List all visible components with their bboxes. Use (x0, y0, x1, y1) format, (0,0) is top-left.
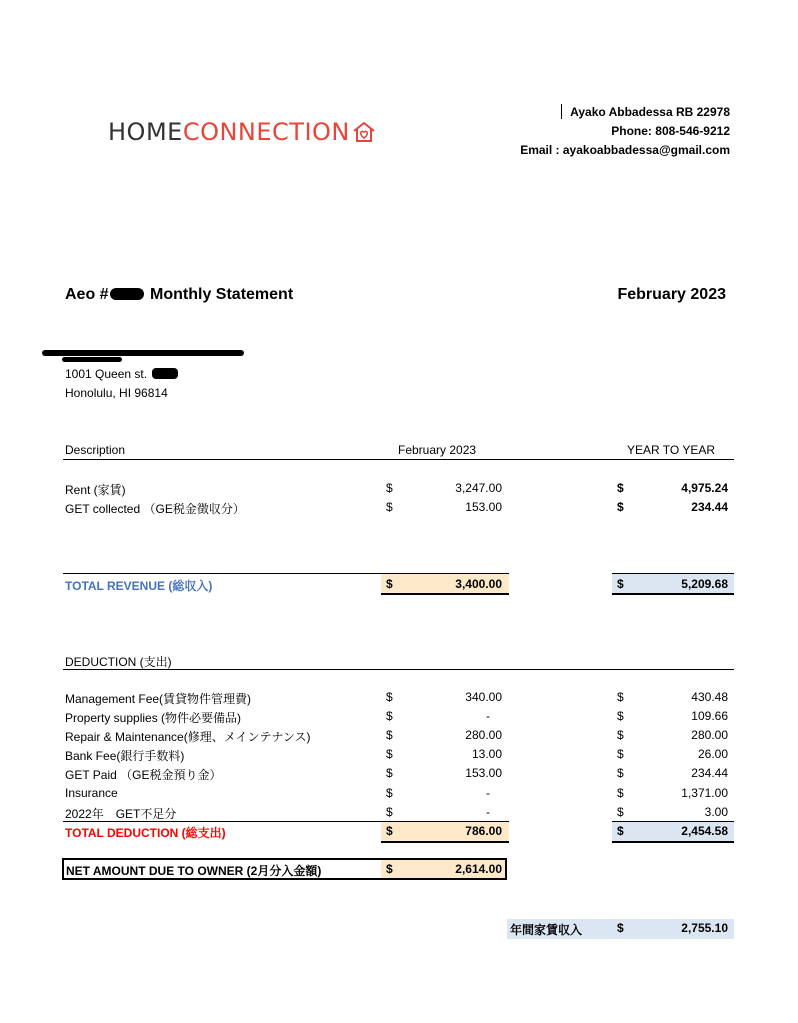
table-row: Rent (家賃) $ 3,247.00 $ 4,975.24 (65, 481, 728, 497)
house-heart-icon (352, 121, 376, 143)
deduction-rule (63, 669, 734, 670)
logo-text-home: HOME (108, 118, 183, 146)
table-row: Insurance $ - $ 1,371.00 (65, 786, 728, 800)
address-line-street: 1001 Queen st. (65, 367, 178, 381)
column-header-ytd: YEAR TO YEAR (627, 443, 716, 457)
total-revenue-row: TOTAL REVENUE (総収入) $ 3,400.00 $ 5,209.68 (65, 577, 728, 593)
contact-phone: Phone: 808-546-9212 (611, 124, 730, 138)
redaction-mark (110, 288, 144, 300)
company-logo (108, 118, 376, 146)
total-deduction-ytd: 2,454.58 (681, 824, 728, 838)
annual-income-value: 2,755.10 (681, 921, 728, 935)
deduction-heading: DEDUCTION (支出) (65, 655, 172, 669)
total-revenue-label: TOTAL REVENUE (総収入) (65, 579, 213, 593)
contact-name: Ayako Abbadessa RB 22978 (570, 105, 730, 119)
total-revenue-current: 3,400.00 (455, 577, 502, 591)
header-rule (63, 459, 734, 460)
table-row: Repair & Maintenance(修理、メインテナンス) $ 280.00 $ 280.00 (65, 728, 728, 744)
total-deduction-row: TOTAL DEDUCTION (総支出) $ 786.00 $ 2,454.58 (65, 824, 728, 840)
table-row: Property supplies (物件必要備品) $ - $ 109.66 (65, 709, 728, 725)
net-amount-value: 2,614.00 (455, 862, 502, 876)
redaction-bar-name (42, 350, 244, 356)
statement-title (65, 286, 293, 304)
statement-period: February 2023 (617, 286, 726, 303)
statement-title-suffix: Monthly Statement (150, 286, 294, 303)
logo-text-connection: CONNECTION (182, 118, 350, 146)
table-row: 2022年 GET不足分 $ - $ 3.00 (65, 805, 728, 821)
table-row: GET collected （GE税金徴収分） $ 153.00 $ 234.44 (65, 500, 728, 516)
column-header-description: Description (65, 443, 126, 457)
statement-title-prefix: Aeo # (65, 286, 109, 303)
table-row: Bank Fee(銀行手数料) $ 13.00 $ 26.00 (65, 747, 728, 763)
total-deduction-label: TOTAL DEDUCTION (総支出) (65, 826, 226, 840)
table-row: GET Paid （GE税金預り金） $ 153.00 $ 234.44 (65, 766, 728, 782)
net-amount-row: NET AMOUNT DUE TO OWNER (2月分入金額) $ 2,614.00 (66, 862, 502, 878)
redaction-mark-unit (152, 368, 178, 379)
contact-email: Email : ayakoabbadessa@gmail.com (520, 143, 730, 157)
text-cursor (561, 104, 562, 119)
annual-income-label: 年間家賃収入 (510, 923, 583, 937)
redaction-bar-name-2 (62, 357, 122, 362)
net-amount-label: NET AMOUNT DUE TO OWNER (2月分入金額) (66, 864, 322, 878)
table-row: Management Fee(賃貸物件管理費) $ 340.00 $ 430.48 (65, 690, 728, 706)
total-deduction-current: 786.00 (465, 824, 502, 838)
column-header-current: February 2023 (398, 443, 477, 457)
address-line-city: Honolulu, HI 96814 (65, 386, 168, 400)
total-revenue-ytd: 5,209.68 (681, 577, 728, 591)
annual-income-row: 年間家賃収入 $ 2,755.10 (510, 921, 728, 937)
